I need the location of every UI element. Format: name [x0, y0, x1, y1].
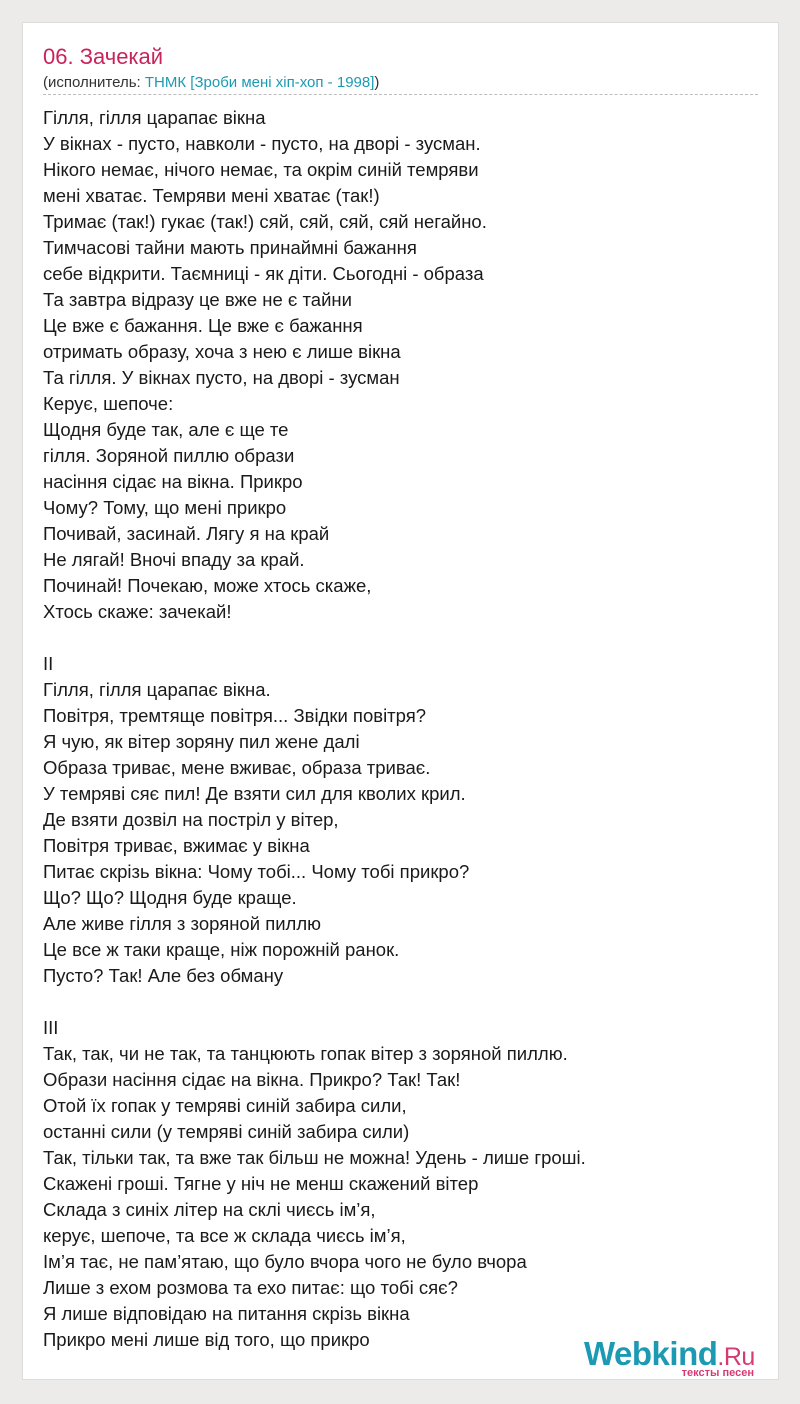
lyric-line: Питає скрізь вікна: Чому тобі... Чому тобі прикро?: [43, 861, 470, 882]
lyric-line: себе відкрити. Таємниці - як діти. Сьогодні - образа: [43, 263, 484, 284]
lyric-line: Це все ж таки краще, ніж порожній ранок.: [43, 939, 400, 960]
lyric-line: Що? Що? Щодня буде краще.: [43, 887, 297, 908]
lyric-line: Керує, шепоче:: [43, 393, 174, 414]
lyric-line: Повітря, тремтяще повітря... Звідки повітря?: [43, 705, 427, 726]
lyric-line: Не лягай! Вночі впаду за край.: [43, 549, 305, 570]
lyric-line: насіння сідає на вікна. Прикро: [43, 471, 303, 492]
lyric-line: Але живе гілля з зоряной пиллю: [43, 913, 322, 934]
album-link[interactable]: [Зроби мені хіп-хоп - 1998]: [190, 74, 375, 91]
song-meta: [43, 74, 379, 91]
lyric-line: [43, 625, 763, 651]
lyric-line: Щодня буде так, але є ще те: [43, 419, 289, 440]
lyric-line: останні сили (у темряві синій забира сили): [43, 1121, 410, 1142]
lyric-line: Я лише відповідаю на питання скрізь вікна: [43, 1303, 410, 1324]
lyric-line: Де взяти дозвіл на постріл у вітер,: [43, 809, 339, 830]
lyric-line: Чому? Тому, що мені прикро: [43, 497, 287, 518]
lyric-line: Починай! Почекаю, може хтось скаже,: [43, 575, 372, 596]
lyric-line: Скажені гроші. Тягне у ніч не менш скажений вітер: [43, 1173, 479, 1194]
logo-tagline: тексты песен: [681, 1367, 754, 1379]
lyric-line: Так, тільки так, та вже так більш не можна! Удень - лише гроші.: [43, 1147, 586, 1168]
lyric-line: Та завтра відразу це вже не є тайни: [43, 289, 352, 310]
lyric-line: Гілля, гілля царапає вікна.: [43, 679, 271, 700]
lyric-line: У вікнах - пусто, навколи - пусто, на дворі - зусман.: [43, 133, 481, 154]
lyric-line: Я чую, як вітер зоряну пил жене далі: [43, 731, 360, 752]
lyric-line: Це вже є бажання. Це вже є бажання: [43, 315, 363, 336]
meta-suffix: ): [374, 74, 380, 91]
lyric-line: Ім’я тає, не пам’ятаю, що було вчора чого не було вчора: [43, 1251, 527, 1272]
lyric-line: Прикро мені лише від того, що прикро: [43, 1329, 370, 1350]
divider: [43, 94, 758, 95]
lyric-line: Так, так, чи не так, та танцюють гопак вітер з зоряной пиллю.: [43, 1043, 568, 1064]
lyric-line: керує, шепоче, та все ж склада чиєсь ім’я,: [43, 1225, 406, 1246]
lyric-line: гілля. Зоряной пиллю образи: [43, 445, 295, 466]
lyric-line: Пусто? Так! Але без обману: [43, 965, 284, 986]
meta-prefix: (исполнитель:: [43, 74, 145, 91]
site-logo[interactable]: [584, 1335, 774, 1379]
song-title: 06. Зачекай: [43, 44, 164, 69]
lyric-line: Отой їх гопак у темряві синій забира сили,: [43, 1095, 407, 1116]
lyric-line: II: [43, 653, 54, 674]
lyric-line: [43, 989, 763, 1015]
lyric-line: III: [43, 1017, 59, 1038]
lyric-line: Образа триває, мене вживає, образа триває.: [43, 757, 431, 778]
logo-tld: .Ru: [717, 1343, 755, 1371]
lyric-line: Повітря триває, вжимає у вікна: [43, 835, 310, 856]
lyric-line: Образи насіння сідає на вікна. Прикро? Так! Так!: [43, 1069, 461, 1090]
lyric-line: Тимчасові тайни мають принаймні бажання: [43, 237, 417, 258]
lyric-line: Почивай, засинай. Лягу я на край: [43, 523, 330, 544]
logo-main-text: Webkind: [584, 1335, 718, 1372]
lyric-line: Тримає (так!) гукає (так!) сяй, сяй, сяй, сяй негайно.: [43, 211, 487, 232]
lyric-line: Нікого немає, нічого немає, та окрім синій темряви: [43, 159, 479, 180]
lyrics-text: [43, 105, 763, 1353]
artist-link[interactable]: ТНМК: [144, 74, 187, 91]
lyric-line: Гілля, гілля царапає вікна: [43, 107, 266, 128]
lyric-line: Лише з ехом розмова та ехо питає: що тобі сяє?: [43, 1277, 458, 1298]
lyric-line: Склада з синіх літер на склі чиєсь ім’я,: [43, 1199, 376, 1220]
lyric-line: мені хватає. Темряви мені хватає (так!): [43, 185, 380, 206]
lyric-line: отримать образу, хоча з нею є лише вікна: [43, 341, 401, 362]
lyric-line: Та гілля. У вікнах пусто, на дворі - зусман: [43, 367, 400, 388]
lyric-line: Хтось скаже: зачекай!: [43, 601, 232, 622]
lyrics-card: [22, 22, 779, 1380]
lyric-line: У темряві сяє пил! Де взяти сил для кволих крил.: [43, 783, 466, 804]
